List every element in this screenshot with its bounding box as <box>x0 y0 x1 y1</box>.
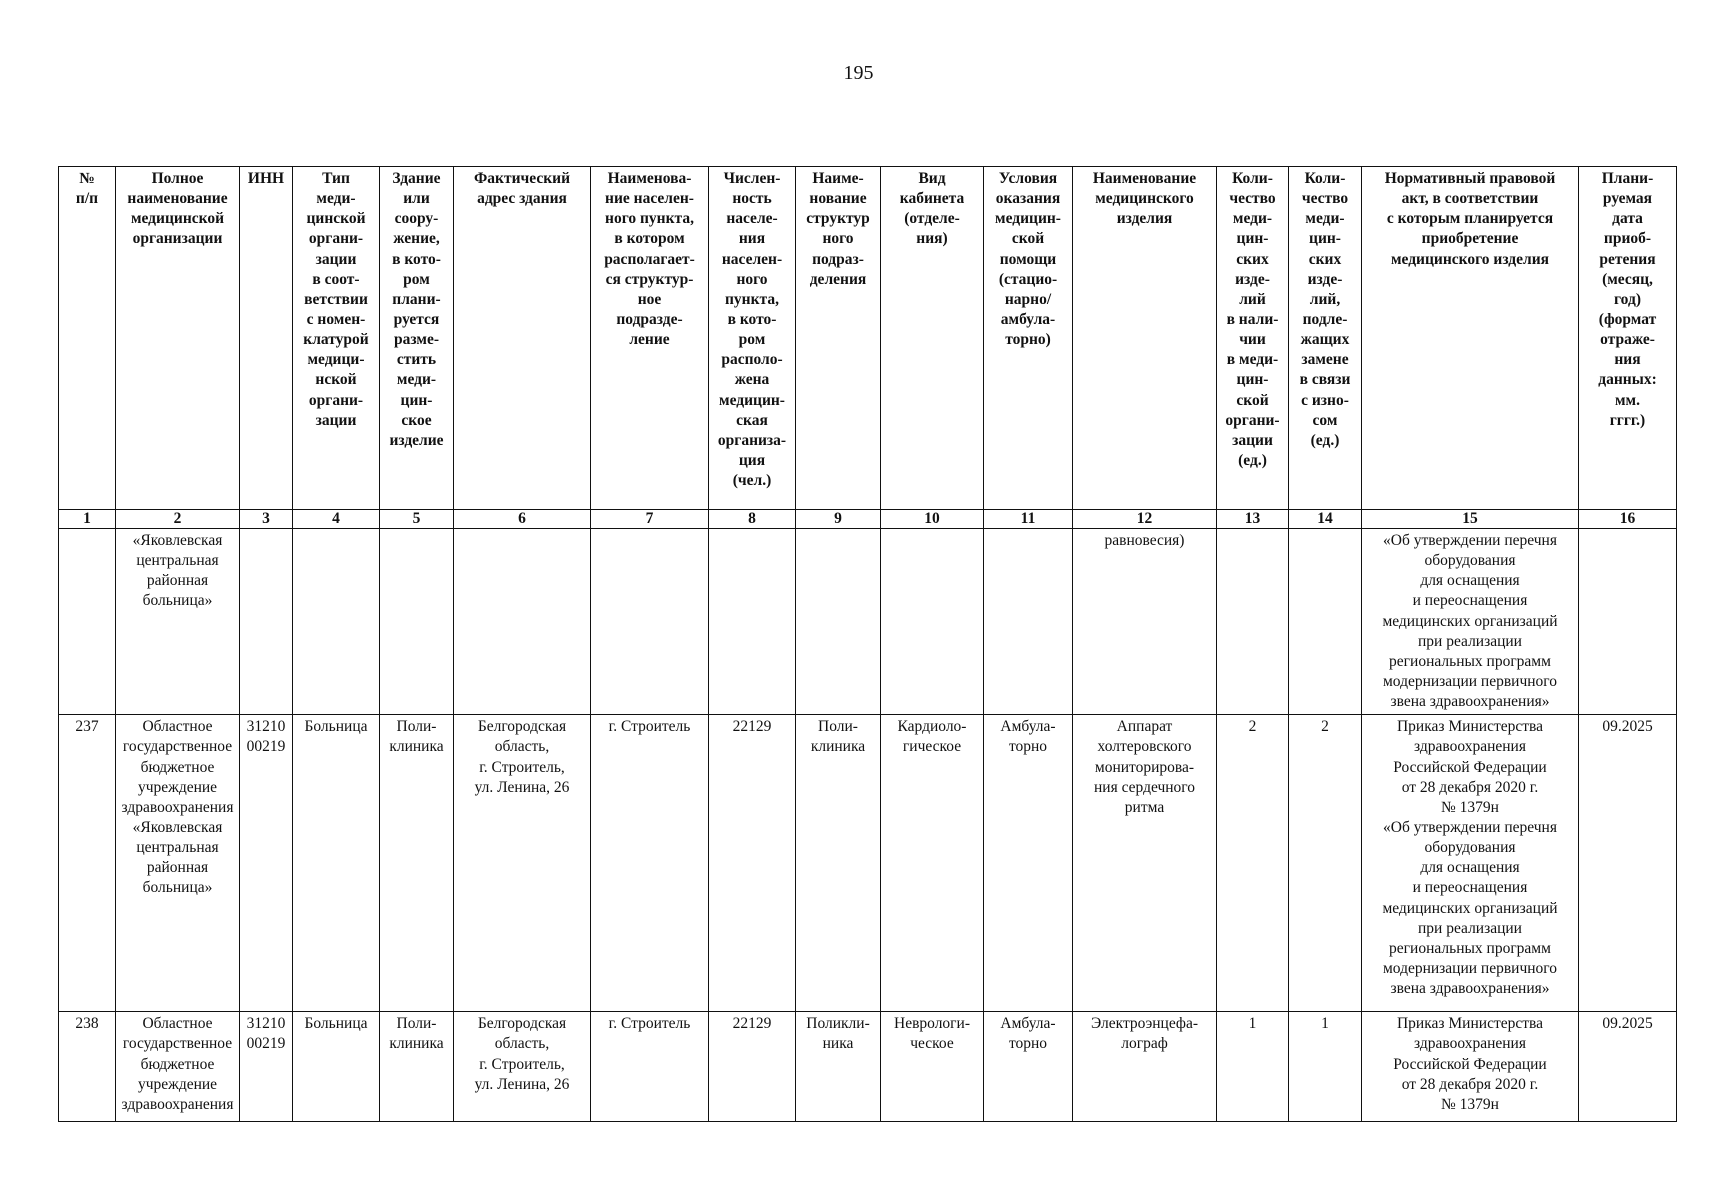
table-cell: Белгородская область, г. Строитель, ул. Ленина, 26 <box>454 1012 591 1122</box>
table-cell: 2 <box>1217 715 1289 1012</box>
table-cell <box>881 529 984 715</box>
header-cell-address: Фактический адрес здания <box>454 167 591 510</box>
table-cell <box>1217 529 1289 715</box>
table-cell: Приказ Министерства здравоохранения Российской Федерации от 28 декабря 2020 г. № 1379н <box>1362 1012 1579 1122</box>
column-number: 13 <box>1217 510 1289 529</box>
column-number: 1 <box>59 510 116 529</box>
header-cell-qty-replace: Коли- чество меди- цин- ских изде- лий, подле- жащих замене в связи с изно- сом (ед.) <box>1289 167 1362 510</box>
header-cell-building: Здание или соору- жение, в кото- ром плани- руется разме- стить меди- цин- ское изделие <box>380 167 454 510</box>
table-cell <box>1289 529 1362 715</box>
table-row <box>59 1012 1677 1122</box>
header-cell-settlement: Наименова- ние населен- ного пункта, в котором располагает- ся структур- ное подразде- ление <box>591 167 709 510</box>
column-number-row <box>59 510 1677 529</box>
table-cell <box>293 529 380 715</box>
equipment-table <box>58 166 1677 1122</box>
table-cell: Приказ Министерства здравоохранения Российской Федерации от 28 декабря 2020 г. № 1379н «Об утверждении перечня оборудования для оснащения и переоснащения медицинских организаций при реализации региональных программ модернизации первичного звена здравоохранения» <box>1362 715 1579 1012</box>
table-cell <box>240 529 293 715</box>
table-cell: Поликли- ника <box>796 1012 881 1122</box>
header-cell-device: Наименование медицинского изделия <box>1073 167 1217 510</box>
table-cell: Областное государственное бюджетное учреждение здравоохранения «Яковлевская центральная районная больница» <box>116 715 240 1012</box>
table-cell <box>59 529 116 715</box>
table-cell <box>709 529 796 715</box>
table-row <box>59 715 1677 1012</box>
table-cell: Аппарат холтеровского мониторирова- ния сердечного ритма <box>1073 715 1217 1012</box>
table-cell: Амбула- торно <box>984 715 1073 1012</box>
column-number: 16 <box>1579 510 1677 529</box>
column-number: 4 <box>293 510 380 529</box>
column-number: 5 <box>380 510 454 529</box>
table-cell: Областное государственное бюджетное учреждение здравоохранения <box>116 1012 240 1122</box>
page-number: 195 <box>843 62 874 84</box>
table-cell: Амбула- торно <box>984 1012 1073 1122</box>
table-cell: 31210 00219 <box>240 1012 293 1122</box>
column-number: 10 <box>881 510 984 529</box>
column-number: 6 <box>454 510 591 529</box>
table-row <box>59 529 1677 715</box>
table-cell: равновесия) <box>1073 529 1217 715</box>
table-cell: 31210 00219 <box>240 715 293 1012</box>
table-header-row <box>59 167 1677 510</box>
header-cell-cabinet: Вид кабинета (отделе- ния) <box>881 167 984 510</box>
table-cell: Электроэнцефа- лограф <box>1073 1012 1217 1122</box>
table-cell: 238 <box>59 1012 116 1122</box>
table-cell <box>380 529 454 715</box>
column-number: 8 <box>709 510 796 529</box>
column-number: 7 <box>591 510 709 529</box>
column-number: 9 <box>796 510 881 529</box>
table-cell: 1 <box>1289 1012 1362 1122</box>
header-cell-org-name: Полное наименование медицинской организации <box>116 167 240 510</box>
table-cell: Поли- клиника <box>380 1012 454 1122</box>
table-cell: 2 <box>1289 715 1362 1012</box>
table-cell <box>591 529 709 715</box>
table-cell <box>454 529 591 715</box>
column-number: 15 <box>1362 510 1579 529</box>
table-cell: Белгородская область, г. Строитель, ул. Ленина, 26 <box>454 715 591 1012</box>
table-cell: Больница <box>293 1012 380 1122</box>
table-cell: Поли- клиника <box>796 715 881 1012</box>
table-cell: Неврологи- ческое <box>881 1012 984 1122</box>
header-cell-population: Числен- ность населе- ния населен- ного пункта, в кото- ром располо- жена медицин- ская организа- ция (чел.) <box>709 167 796 510</box>
header-cell-legal-act: Нормативный правовой акт, в соответствии с которым планируется приобретение медицинского изделия <box>1362 167 1579 510</box>
table-cell: «Яковлевская центральная районная больница» <box>116 529 240 715</box>
column-number: 12 <box>1073 510 1217 529</box>
table-cell: Больница <box>293 715 380 1012</box>
column-number: 11 <box>984 510 1073 529</box>
header-cell-conditions: Условия оказания медицин- ской помощи (стацио- нарно/ амбула- торно) <box>984 167 1073 510</box>
table-cell <box>984 529 1073 715</box>
table-cell: 22129 <box>709 715 796 1012</box>
table-cell: Кардиоло- гическое <box>881 715 984 1012</box>
table-cell: 09.2025 <box>1579 715 1677 1012</box>
table-cell: г. Строитель <box>591 1012 709 1122</box>
table-cell: «Об утверждении перечня оборудования для оснащения и переоснащения медицинских организаций при реализации региональных программ модернизации первичного звена здравоохранения» <box>1362 529 1579 715</box>
column-number: 2 <box>116 510 240 529</box>
header-cell-number: № п/п <box>59 167 116 510</box>
table-cell <box>1579 529 1677 715</box>
column-number: 3 <box>240 510 293 529</box>
table-cell: 09.2025 <box>1579 1012 1677 1122</box>
header-cell-qty-available: Коли- чество меди- цин- ских изде- лий в нали- чии в меди- цин- ской органи- зации (ед.) <box>1217 167 1289 510</box>
table-cell <box>796 529 881 715</box>
table-cell: 22129 <box>709 1012 796 1122</box>
column-number: 14 <box>1289 510 1362 529</box>
header-cell-org-type: Тип меди- цинской органи- зации в соот- ветствии с номен- клатурой медици- нской органи- зации <box>293 167 380 510</box>
header-cell-planned-date: Плани- руемая дата приоб- ретения (месяц, год) (формат отраже- ния данных: мм. гггг.) <box>1579 167 1677 510</box>
header-cell-unit: Наиме- нование структур ного подраз- деления <box>796 167 881 510</box>
table-cell: г. Строитель <box>591 715 709 1012</box>
table-cell: 237 <box>59 715 116 1012</box>
table-cell: 1 <box>1217 1012 1289 1122</box>
table-cell: Поли- клиника <box>380 715 454 1012</box>
header-cell-inn: ИНН <box>240 167 293 510</box>
